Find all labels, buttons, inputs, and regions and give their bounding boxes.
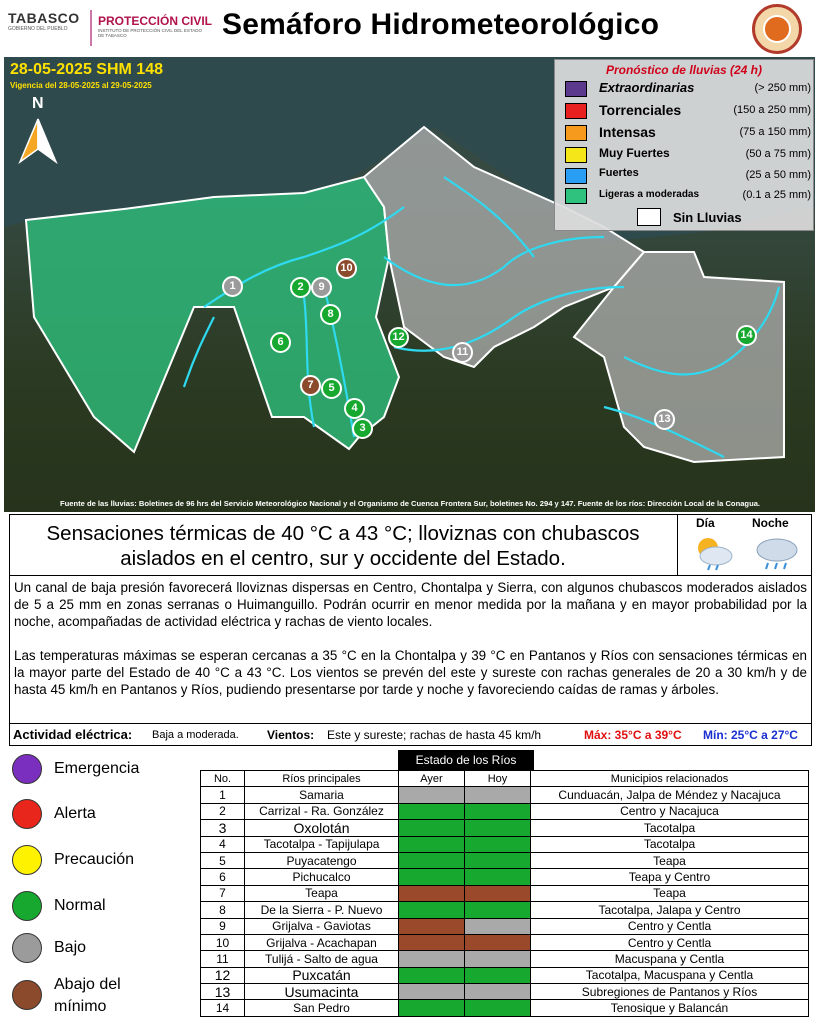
river-number: 9 (201, 918, 245, 934)
level-dot (12, 845, 42, 875)
river-marker: 7 (300, 375, 321, 396)
river-number: 4 (201, 836, 245, 852)
river-marker: 3 (352, 418, 373, 439)
level-alerta: Alerta (12, 797, 202, 833)
col-today: Hoy (465, 771, 531, 787)
tabasco-logo (8, 10, 88, 46)
level-dot (12, 891, 42, 921)
river-municipalities: Centro y Centla (531, 918, 809, 934)
legend-item-torrenciales: Torrenciales (150 a 250 mm) (565, 102, 813, 120)
river-number: 11 (201, 951, 245, 967)
partly-cloudy-rain-icon (690, 532, 736, 572)
legend-item-extraordinarias: Extraordinarias (> 250 mm) (565, 80, 813, 98)
legend-swatch (637, 208, 661, 226)
river-number: 8 (201, 902, 245, 918)
min-temperature: Mín: 25°C a 27°C (703, 728, 798, 742)
legend-swatch (565, 81, 587, 97)
river-municipalities: Cunduacán, Jalpa de Méndez y Nacajuca (531, 787, 809, 803)
legend-item-intensas: Intensas (75 a 150 mm) (565, 124, 813, 142)
rivers-status-table (200, 770, 809, 1017)
forecast-headline: Sensaciones térmicas de 40 °C a 43 °C; lloviznas con chubascos aislados en el centro, sur y occidente del Estado. (46, 522, 640, 570)
forecast-summary (9, 514, 812, 576)
status-today-cell (465, 1000, 531, 1016)
level-dot (12, 799, 42, 829)
river-municipalities: Tacotalpa, Macuspana y Centla (531, 967, 809, 983)
status-yesterday-cell (399, 918, 465, 934)
description-paragraph: Un canal de baja presión favorecerá lloviznas dispersas en Centro, Chontalpa y Sierra, con algunos chubascos moderados aislados de 5 a 25 mm en zonas serranas o Huimanguillo. Podrán ocurrir en menor medida por la mañana y en mayor probabilidad por la noche, acompañadas de actividad eléctrica y rachas de viento locales. (14, 580, 807, 629)
level-abajo-del-minimo: Abajo del mínimo (12, 976, 202, 1020)
status-today-cell (465, 934, 531, 950)
river-name: Usumacinta (245, 984, 399, 1000)
forecast-description (9, 576, 812, 724)
status-today-cell (465, 787, 531, 803)
legend-item-muy-fuertes: Muy Fuertes (50 a 75 mm) (565, 146, 813, 164)
north-label: N (32, 95, 44, 112)
proteccion-civil-logo-text: PROTECCIÓN CIVIL (98, 14, 213, 28)
river-municipalities: Tacotalpa, Jalapa y Centro (531, 902, 809, 918)
col-river: Ríos principales (245, 771, 399, 787)
river-level-legend (0, 750, 200, 1024)
legend-title: Pronóstico de lluvias (24 h) (605, 63, 763, 77)
table-row (201, 984, 809, 1000)
river-marker: 12 (388, 327, 409, 348)
river-municipalities: Macuspana y Centla (531, 951, 809, 967)
day-label: Día (696, 516, 715, 530)
status-today-cell (465, 918, 531, 934)
status-today-cell (465, 885, 531, 901)
river-number: 12 (201, 967, 245, 983)
river-municipalities: Tenosique y Balancán (531, 1000, 809, 1016)
status-yesterday-cell (399, 967, 465, 983)
status-yesterday-cell (399, 934, 465, 950)
status-today-cell (465, 951, 531, 967)
river-name: Tacotalpa - Tapijulapa (245, 836, 399, 852)
rain-forecast-legend (554, 59, 814, 231)
river-marker: 4 (344, 398, 365, 419)
status-today-cell (465, 836, 531, 852)
status-today-cell (465, 902, 531, 918)
table-row (201, 820, 809, 836)
status-yesterday-cell (399, 820, 465, 836)
logo-divider (90, 10, 92, 46)
river-marker: 8 (320, 304, 341, 325)
table-row (201, 803, 809, 819)
status-yesterday-cell (399, 852, 465, 868)
status-yesterday-cell (399, 984, 465, 1000)
status-yesterday-cell (399, 869, 465, 885)
col-no: No. (201, 771, 245, 787)
status-yesterday-cell (399, 787, 465, 803)
river-number: 2 (201, 803, 245, 819)
map-source-note: Fuente de las lluvias: Boletines de 96 hrs del Servicio Meteorológico Nacional y el Organismo de Cuenca Frontera Sur, boletines No. 294 y 147. Fuente de los ríos: Dirección Local de la Conagua. (59, 499, 761, 508)
legend-swatch (565, 188, 587, 204)
river-name: Tulijá - Salto de agua (245, 951, 399, 967)
col-municipalities: Municipios relacionados (531, 771, 809, 787)
status-today-cell (465, 852, 531, 868)
page-title: Semáforo Hidrometeorológico (222, 8, 660, 41)
river-number: 14 (201, 1000, 245, 1016)
river-marker: 14 (736, 325, 757, 346)
river-municipalities: Subregiones de Pantanos y Ríos (531, 984, 809, 1000)
river-number: 10 (201, 934, 245, 950)
table-row (201, 787, 809, 803)
river-marker: 10 (336, 258, 357, 279)
rivers-status-title: Estado de los Ríos (398, 750, 534, 770)
river-name: Oxolotán (245, 820, 399, 836)
river-municipalities: Teapa y Centro (531, 869, 809, 885)
proteccion-civil-logo-subtext: INSTITUTO DE PROTECCIÓN CIVIL DEL ESTADO DE TABASCO (98, 28, 203, 38)
river-marker: 2 (290, 277, 311, 298)
river-marker: 5 (321, 378, 342, 399)
table-row (201, 934, 809, 950)
legend-swatch (565, 125, 587, 141)
river-name: Samaria (245, 787, 399, 803)
table-row (201, 967, 809, 983)
proteccion-civil-logo (98, 14, 212, 38)
legend-item-sin-lluvias: Sin Lluvias (637, 208, 807, 228)
tabasco-logo-text: TABASCO (8, 10, 80, 26)
table-row (201, 918, 809, 934)
status-yesterday-cell (399, 836, 465, 852)
river-name: Pichucalco (245, 869, 399, 885)
weather-icons (677, 514, 813, 576)
level-precaucion: Precaución (12, 843, 202, 879)
electric-activity-value: Baja a moderada. (152, 729, 239, 741)
river-number: 1 (201, 787, 245, 803)
table-header-row (201, 771, 809, 787)
electric-activity-label: Actividad eléctrica: (13, 727, 133, 742)
table-row (201, 885, 809, 901)
legend-item-fuertes: Fuertes (25 a 50 mm) (565, 167, 813, 185)
status-yesterday-cell (399, 803, 465, 819)
table-row (201, 869, 809, 885)
river-name: De la Sierra - P. Nuevo (245, 902, 399, 918)
river-municipalities: Centro y Centla (531, 934, 809, 950)
description-paragraph: Las temperaturas máximas se esperan cercanas a 35 °C en la Chontalpa y 39 °C en Pantanos y Ríos con sensaciones térmicas en la mayor parte del Estado de 40 °C a 43 °C. Los vientos se prevén del este y sureste con rachas generales de 20 a 30 km/h y de hasta 45 km/h en Pantanos y Ríos, pudiendo presentarse por tarde y noche y favoreciendo caídas de ramas y árboles. (14, 648, 807, 697)
river-municipalities: Teapa (531, 885, 809, 901)
river-marker: 11 (452, 342, 473, 363)
river-number: 13 (201, 984, 245, 1000)
river-number: 7 (201, 885, 245, 901)
table-row (201, 902, 809, 918)
status-today-cell (465, 869, 531, 885)
river-name: Teapa (245, 885, 399, 901)
status-yesterday-cell (399, 1000, 465, 1016)
rain-zone-green (26, 177, 399, 452)
legend-item-ligeras: Ligeras a moderadas (0.1 a 25 mm) (565, 187, 813, 205)
status-today-cell (465, 984, 531, 1000)
river-marker: 13 (654, 409, 675, 430)
table-row (201, 951, 809, 967)
table-row (201, 1000, 809, 1016)
table-row (201, 836, 809, 852)
status-today-cell (465, 967, 531, 983)
header (0, 0, 819, 58)
level-normal: Normal (12, 889, 202, 925)
river-name: San Pedro (245, 1000, 399, 1016)
level-dot (12, 980, 42, 1010)
status-yesterday-cell (399, 885, 465, 901)
river-municipalities: Teapa (531, 852, 809, 868)
river-marker: 9 (311, 277, 332, 298)
cloudy-rain-icon (752, 532, 802, 572)
wind-value: Este y sureste; rachas de hasta 45 km/h (327, 728, 542, 742)
river-marker: 1 (222, 276, 243, 297)
weather-stats-bar (9, 724, 812, 746)
wind-label: Vientos: (267, 728, 315, 742)
legend-swatch (565, 168, 587, 184)
rivers-table-body (201, 787, 809, 1016)
level-dot (12, 754, 42, 784)
legend-swatch (565, 147, 587, 163)
river-number: 5 (201, 852, 245, 868)
bulletin-date: 28-05-2025 SHM 148 (10, 61, 163, 78)
status-yesterday-cell (399, 951, 465, 967)
max-temperature: Máx: 35°C a 39°C (584, 728, 682, 742)
level-bajo: Bajo (12, 931, 202, 967)
level-emergencia: Emergencia (12, 752, 202, 788)
level-dot (12, 933, 42, 963)
river-name: Grijalva - Gaviotas (245, 918, 399, 934)
civil-protection-seal-icon (752, 4, 802, 54)
status-today-cell (465, 820, 531, 836)
river-municipalities: Tacotalpa (531, 836, 809, 852)
status-today-cell (465, 803, 531, 819)
table-row (201, 852, 809, 868)
tabasco-logo-subtext: GOBIERNO DEL PUEBLO (8, 26, 68, 32)
river-number: 3 (201, 820, 245, 836)
col-yesterday: Ayer (399, 771, 465, 787)
bulletin-validity: Vigencia del 28-05-2025 al 29-05-2025 (10, 81, 152, 90)
forecast-map (4, 57, 815, 512)
river-municipalities: Centro y Nacajuca (531, 803, 809, 819)
river-name: Puyacatengo (245, 852, 399, 868)
river-marker: 6 (270, 332, 291, 353)
status-yesterday-cell (399, 902, 465, 918)
river-name: Puxcatán (245, 967, 399, 983)
night-label: Noche (752, 516, 789, 530)
river-municipalities: Tacotalpa (531, 820, 809, 836)
river-name: Carrizal - Ra. González (245, 803, 399, 819)
legend-swatch (565, 103, 587, 119)
river-name: Grijalva - Acachapan (245, 934, 399, 950)
river-number: 6 (201, 869, 245, 885)
